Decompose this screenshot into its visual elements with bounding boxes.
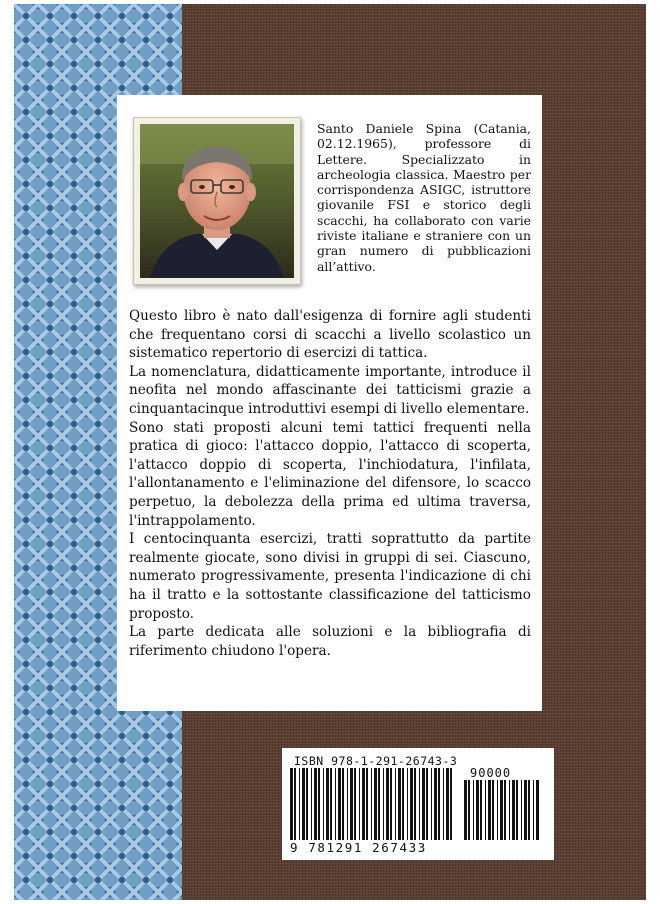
barcode-bar	[386, 768, 389, 840]
barcode-bar	[488, 780, 491, 840]
barcode-bar	[354, 768, 356, 840]
barcode-bar	[395, 768, 396, 840]
barcode-bar	[402, 768, 404, 840]
barcode-bar	[473, 780, 474, 840]
barcode-bar	[422, 768, 425, 840]
barcode-bar	[528, 780, 530, 840]
description-paragraph: La nomenclatura, didatticamente importante, introduce il neofita nel mondo affascinante dei tatticismi grazie a cinquantacinque introduttivi esempi di livello elementare.	[129, 363, 531, 417]
barcode-bar	[446, 768, 449, 840]
book-description	[129, 307, 531, 660]
barcode-bar	[383, 768, 384, 840]
barcode-bar	[533, 780, 534, 840]
barcode-bar	[443, 768, 444, 840]
ean-barcode-bars	[290, 768, 456, 840]
barcode-bar	[338, 768, 341, 840]
barcode-bar	[299, 768, 300, 840]
barcode-bar	[516, 780, 518, 840]
barcode-bar	[414, 768, 416, 840]
author-photo	[133, 117, 301, 285]
barcode-bar	[500, 780, 503, 840]
text-panel	[117, 95, 542, 711]
isbn-label: ISBN 978-1-291-26743-3	[294, 754, 458, 768]
barcode-bar	[485, 780, 486, 840]
barcode-bar	[323, 768, 324, 840]
barcode-bar	[335, 768, 336, 840]
barcode-bar	[468, 780, 470, 840]
barcode-bar	[419, 768, 420, 840]
barcode-bar	[378, 768, 380, 840]
barcode-bar	[306, 768, 308, 840]
barcode-bar	[371, 768, 372, 840]
barcode-bar	[318, 768, 320, 840]
description-paragraph: Questo libro è nato dall'esigenza di fornire agli studenti che frequentano corsi di scacchi a livello scolastico un sistematico repertorio di esercizi di tattica.	[129, 308, 531, 362]
barcode-bar	[476, 780, 479, 840]
barcode-bar	[290, 768, 293, 840]
author-bio: Santo Daniele Spina (Catania, 02.12.1965), professore di Lettere. Specializzato in archeologia classica. Maestro per corrispondenza ASIGC, istruttore giovanile FSI e storico degli scacchi, ha collaborato con varie riviste italiane e straniere con un gran numero di pubblicazioni all’attivo.	[317, 121, 531, 274]
barcode-bar	[438, 768, 440, 840]
barcode-bar	[480, 780, 482, 840]
barcode-bar	[524, 780, 527, 840]
barcode-bar	[464, 780, 467, 840]
barcode-bar	[497, 780, 498, 840]
barcode-bar	[504, 780, 506, 840]
barcode-bar	[521, 780, 522, 840]
barcode-bar	[366, 768, 368, 840]
barcode-bar	[326, 768, 329, 840]
barcode-bar	[407, 768, 408, 840]
barcode-bar	[426, 768, 428, 840]
barcode-bar	[410, 768, 413, 840]
barcode-bar	[492, 780, 494, 840]
description-paragraph: La parte dedicata alle soluzioni e la bibliografia di riferimento chiudono l'opera.	[129, 624, 531, 659]
barcode-bar	[450, 768, 452, 840]
author-portrait-image	[140, 124, 294, 278]
barcode-bar	[390, 768, 392, 840]
barcode-bar	[509, 780, 510, 840]
isbn-barcode	[282, 748, 554, 860]
barcode-bar	[347, 768, 348, 840]
barcode-bar	[314, 768, 317, 840]
barcode-bar	[374, 768, 377, 840]
barcode-bar	[330, 768, 332, 840]
barcode-bar	[294, 768, 296, 840]
barcode-bar	[536, 780, 539, 840]
addon-digits: 90000	[470, 766, 512, 780]
ean-digits: 9 781291 267433	[290, 840, 427, 855]
barcode-bar	[311, 768, 312, 840]
barcode-bar	[342, 768, 344, 840]
barcode-bar	[362, 768, 365, 840]
description-paragraph: I centocinquanta esercizi, tratti soprattutto da partite realmente giocate, sono divisi in gruppi di sei. Ciascuno, numerato progressivamente, presenta l'indicazione di chi ha il tratto e la sottostante classificazione del tatticismo proposto.	[129, 531, 531, 622]
barcode-bar	[431, 768, 432, 840]
barcode-bar	[398, 768, 401, 840]
barcode-bar	[302, 768, 305, 840]
addon-barcode-bars	[464, 780, 542, 840]
barcode-bar	[512, 780, 515, 840]
book-back-cover	[14, 4, 646, 900]
description-paragraph: Sono stati proposti alcuni temi tattici frequenti nella pratica di gioco: l'attacco doppio, l'attacco di scoperta, l'attacco doppio di scoperta, l'inchiodatura, l'infilata, l'allontanamento e l'eliminazione del difensore, lo scacco perpetuo, la debolezza della prima ed ultima traversa, l'intrappolamento.	[129, 419, 531, 529]
barcode-bar	[350, 768, 353, 840]
barcode-bar	[359, 768, 360, 840]
barcode-bar	[434, 768, 437, 840]
